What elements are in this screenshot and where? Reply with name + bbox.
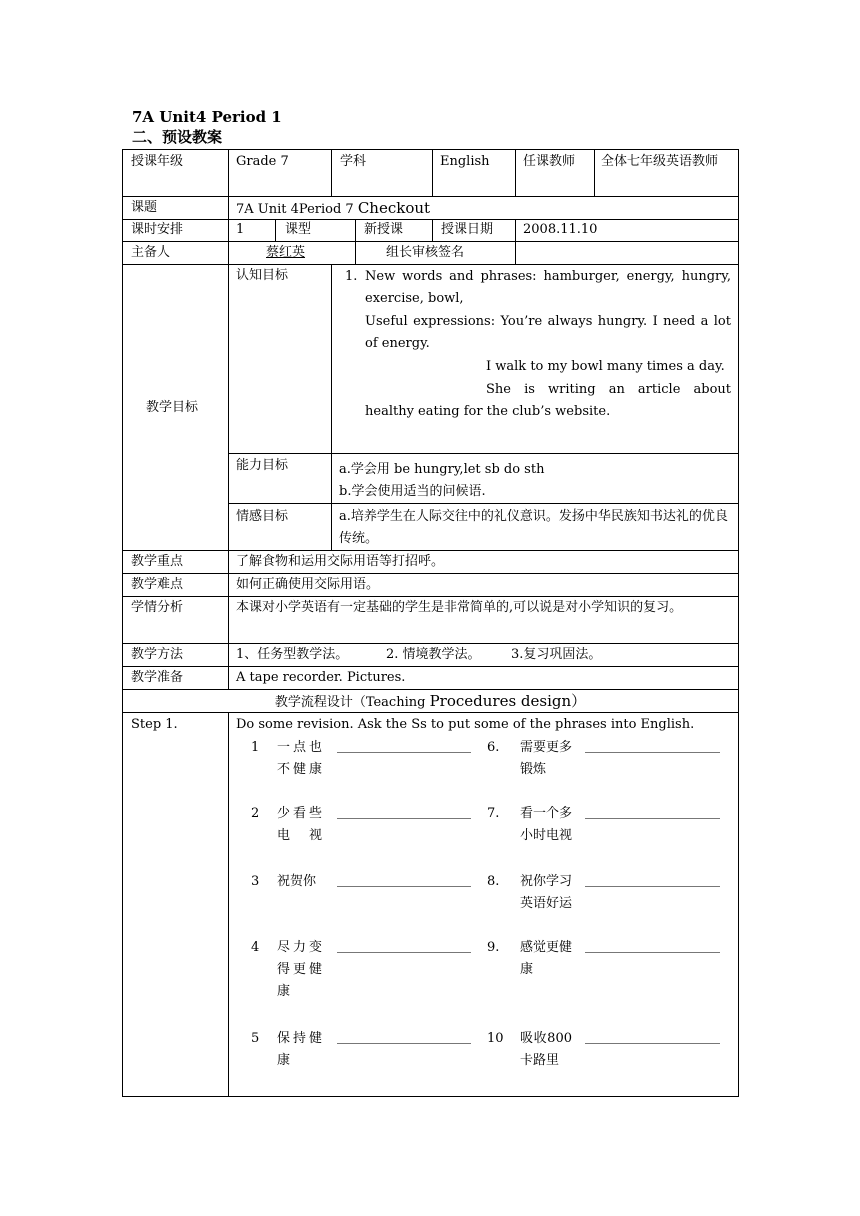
exercise-phrase: 祝贺你 <box>277 874 317 889</box>
exercise-number: 1 <box>251 740 260 755</box>
cognitive-goal-sentence-1: I walk to my bowl many times a day. <box>486 359 725 374</box>
preparer-value: 蔡红英 <box>266 245 306 260</box>
exercise-phrase: 少看些电视 <box>277 806 322 843</box>
date-value: 2008.11.10 <box>523 222 598 237</box>
ability-goal-label: 能力目标 <box>236 458 289 473</box>
step-1-label: Step 1. <box>131 717 178 732</box>
hours-label: 课时安排 <box>131 222 184 237</box>
grade-label: 授课年级 <box>131 154 184 169</box>
grade-value: Grade 7 <box>236 154 289 169</box>
preparation-label: 教学准备 <box>131 670 184 685</box>
exercise-phrase: 一点也不健康 <box>277 740 322 777</box>
lesson-type-value: 新授课 <box>364 222 404 237</box>
topic-value: 7A Unit 4Period 7 Checkout <box>236 199 431 217</box>
exercise-phrase: 感觉更健康 <box>520 940 573 977</box>
teaching-goals-label: 教学目标 <box>146 400 199 415</box>
cognitive-goal-sentence-2: She is writing an article about healthy eating for the club’s website. <box>365 382 731 419</box>
difficulties-label: 教学难点 <box>131 577 184 592</box>
exercise-phrase: 吸收800卡路里 <box>520 1031 572 1068</box>
key-points-value: 了解食物和运用交际用语等打招呼。 <box>236 554 445 569</box>
answer-blank[interactable] <box>337 1043 471 1044</box>
exercise-phrase: 祝你学习英语好运 <box>520 874 573 911</box>
subject-label: 学科 <box>340 154 367 169</box>
answer-blank[interactable] <box>585 952 720 953</box>
date-label: 授课日期 <box>441 222 494 237</box>
exercise-phrase: 需要更多锻炼 <box>520 740 573 777</box>
answer-blank[interactable] <box>585 1043 720 1044</box>
emotion-goal-label: 情感目标 <box>236 509 289 524</box>
answer-blank[interactable] <box>337 752 471 753</box>
cognitive-goal-number: 1. <box>345 269 358 284</box>
teacher-label: 任课教师 <box>523 154 576 169</box>
answer-blank[interactable] <box>337 886 471 887</box>
key-points-label: 教学重点 <box>131 554 184 569</box>
step-1-instruction: Do some revision. Ask the Ss to put some of the phrases into English. <box>236 717 695 732</box>
exercise-number: 8. <box>487 874 500 889</box>
exercise-number: 4 <box>251 940 260 955</box>
answer-blank[interactable] <box>585 886 720 887</box>
subject-value: English <box>440 154 490 169</box>
method-situational: 2. 情境教学法。 <box>386 647 481 662</box>
exercise-phrase: 尽力变得更健康 <box>277 940 322 999</box>
teacher-value: 全体七年级英语教师 <box>601 154 719 169</box>
answer-blank[interactable] <box>585 818 720 819</box>
review-signature-label: 组长审核签名 <box>386 245 465 260</box>
exercise-number: 3 <box>251 874 260 889</box>
topic-label: 课题 <box>131 200 158 215</box>
answer-blank[interactable] <box>337 952 471 953</box>
hours-value: 1 <box>236 222 245 237</box>
cognitive-goal-expressions: Useful expressions: You’re always hungry. I need a lot of energy. <box>365 314 731 351</box>
method-review: 3.复习巩固法。 <box>511 647 602 662</box>
procedure-heading: 教学流程设计（Teaching Procedures design） <box>274 692 587 710</box>
exercise-number: 9. <box>487 940 500 955</box>
answer-blank[interactable] <box>585 752 720 753</box>
student-analysis-label: 学情分析 <box>131 600 184 615</box>
exercise-number: 2 <box>251 806 260 821</box>
exercise-number: 10 <box>487 1031 504 1046</box>
cognitive-goal-words: New words and phrases: hamburger, energy, hungry, exercise, bowl, <box>365 269 731 306</box>
cognitive-goal-label: 认知目标 <box>236 268 289 283</box>
section-heading: 二、预设教案 <box>132 128 223 146</box>
exercise-phrase: 保持健康 <box>277 1031 322 1068</box>
preparer-label: 主备人 <box>131 245 171 260</box>
document-title: 7A Unit4 Period 1 <box>132 108 282 126</box>
exercise-number: 5 <box>251 1031 260 1046</box>
methods-label: 教学方法 <box>131 647 184 662</box>
ability-goal-b: b.学会使用适当的问候语. <box>339 484 486 499</box>
student-analysis-value: 本课对小学英语有一定基础的学生是非常简单的,可以说是对小学知识的复习。 <box>236 600 683 615</box>
preparation-value: A tape recorder. Pictures. <box>236 670 406 685</box>
emotion-goal-text: a.培养学生在人际交往中的礼仪意识。发扬中华民族知书达礼的优良传统。 <box>339 509 728 546</box>
lesson-type-label: 课型 <box>285 222 312 237</box>
exercise-number: 6. <box>487 740 500 755</box>
exercise-number: 7. <box>487 806 500 821</box>
exercise-phrase: 看一个多小时电视 <box>520 806 573 843</box>
ability-goal-a: a.学会用 be hungry,let sb do sth <box>339 462 545 477</box>
method-task-based: 1、任务型教学法。 <box>236 647 349 662</box>
answer-blank[interactable] <box>337 818 471 819</box>
difficulties-value: 如何正确使用交际用语。 <box>236 577 380 592</box>
